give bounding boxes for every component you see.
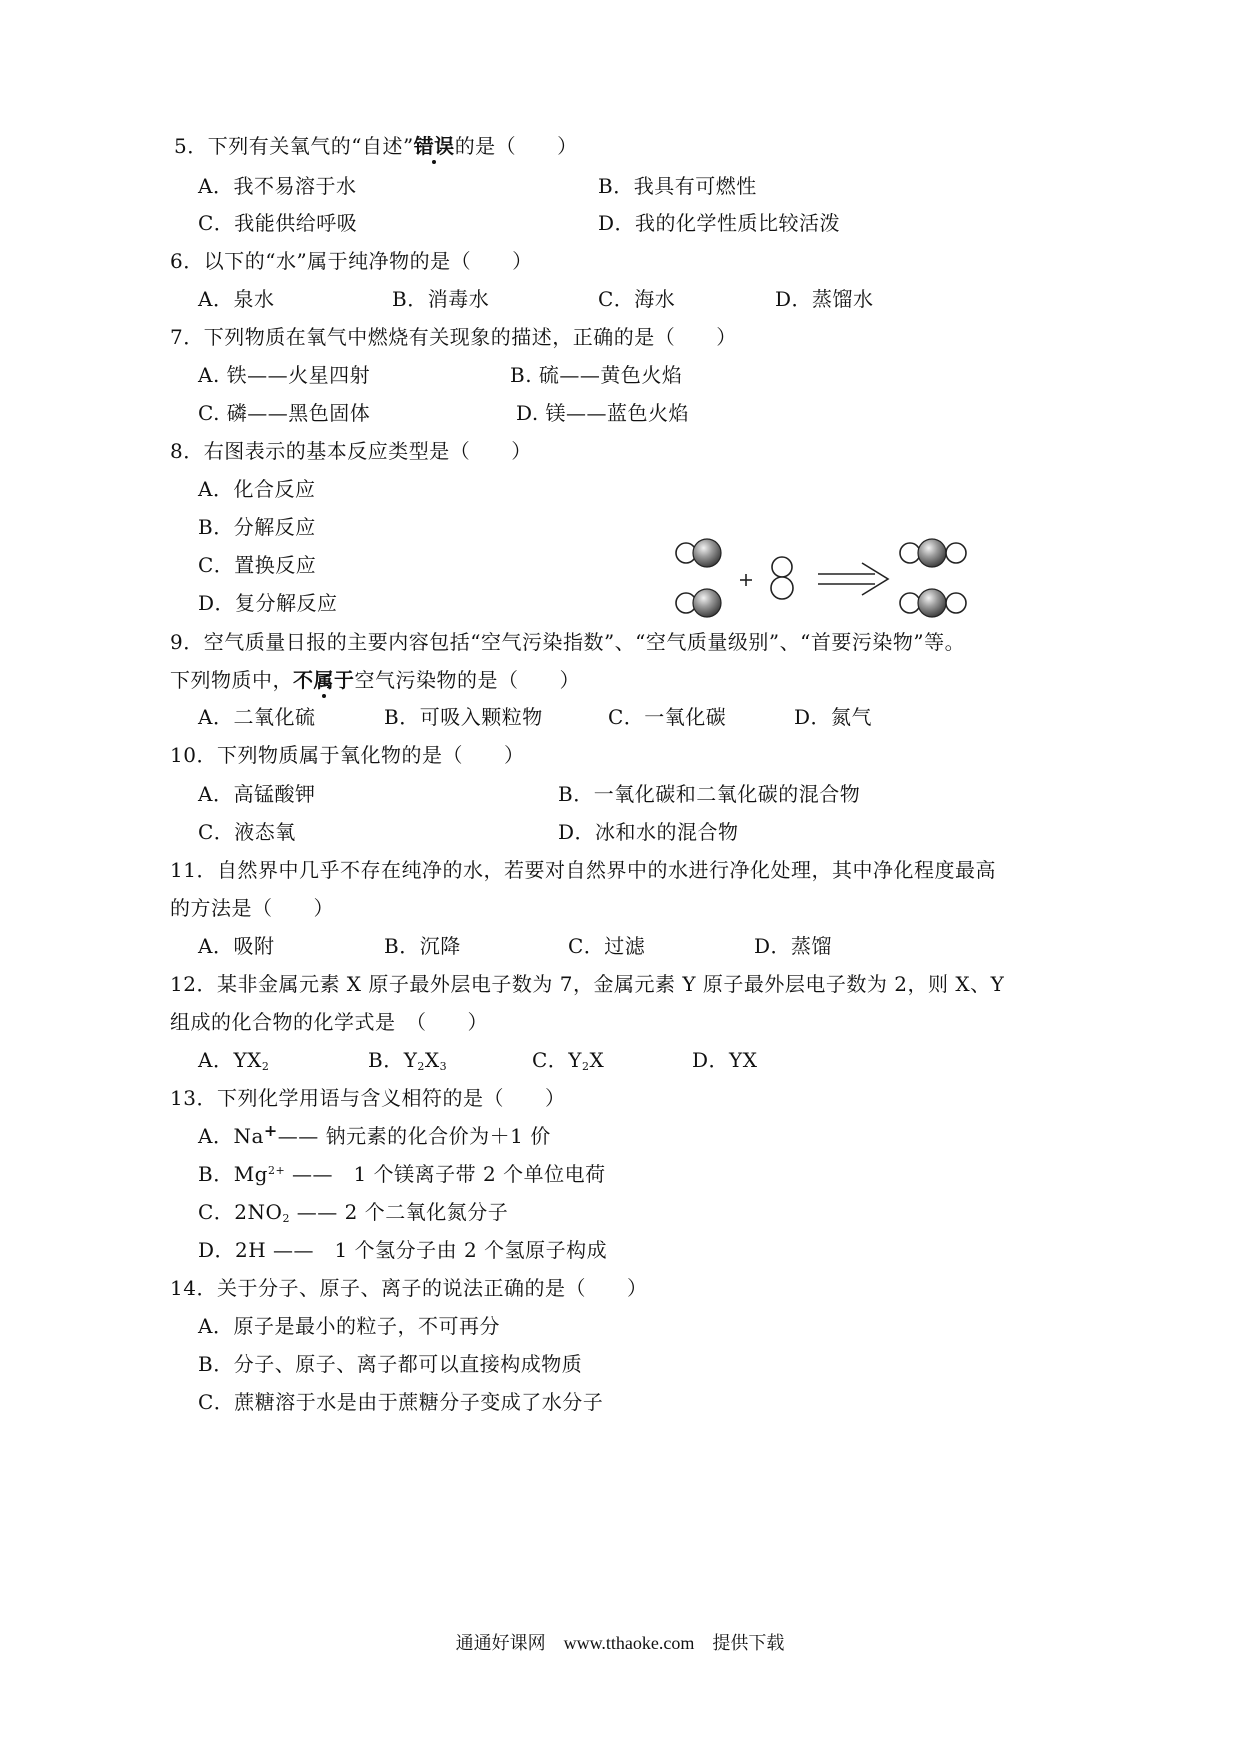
question-5-stem: 5．下列有关氧气的“自述”错误的是（ ） <box>174 134 578 158</box>
q9-option-a: A．二氧化硫 <box>198 705 316 729</box>
question-12-stem-line2: 组成的化合物的化学式是 （ ） <box>170 1010 488 1034</box>
q9-option-c: C．一氧化碳 <box>608 705 727 729</box>
plus-icon <box>740 574 752 586</box>
question-7-stem: 7．下列物质在氧气中燃烧有关现象的描述，正确的是（ ） <box>170 325 737 349</box>
q14-option-b: B．分子、原子、离子都可以直接构成物质 <box>198 1352 583 1376</box>
q11-option-a: A．吸附 <box>198 934 275 958</box>
reactant-molecule-1 <box>676 539 721 567</box>
question-11-stem-line2: 的方法是（ ） <box>170 896 334 920</box>
question-6-stem: 6．以下的“水”属于纯净物的是（ ） <box>170 249 533 273</box>
q10-option-a: A．高锰酸钾 <box>198 782 316 806</box>
question-14-stem: 14．关于分子、原子、离子的说法正确的是（ ） <box>170 1276 648 1300</box>
q7-option-b: B. 硫——黄色火焰 <box>510 363 683 387</box>
q10-option-d: D．冰和水的混合物 <box>558 820 739 844</box>
question-10-stem: 10．下列物质属于氧化物的是（ ） <box>170 743 525 767</box>
q13-option-b: B．$Mg^{2+}$ —— 1 个镁离子带 2 个单位电荷 <box>198 1162 606 1186</box>
q9-option-b: B．可吸入颗粒物 <box>384 705 543 729</box>
q11-option-d: D．蒸馏 <box>754 934 833 958</box>
reactant-molecule-3 <box>771 557 793 599</box>
q6-option-d: D．蒸馏水 <box>775 287 874 311</box>
q13-option-c: C．$2NO_2$ —— 2 个二氧化氮分子 <box>198 1200 509 1225</box>
emphasis-wrong: 错误 <box>413 134 455 158</box>
q5-option-c: C．我能供给呼吸 <box>198 211 358 235</box>
q10-option-c: C．液态氧 <box>198 820 296 844</box>
q8-option-c: C．置换反应 <box>198 553 317 577</box>
q8-option-a: A．化合反应 <box>198 477 316 501</box>
q7-option-d: D. 镁——蓝色火焰 <box>516 401 690 425</box>
q9-option-d: D．氮气 <box>794 705 873 729</box>
page-footer: 通通好课网 www.tthaoke.com 提供下载 <box>455 1633 785 1653</box>
q12-option-a: A．$YX_2$ <box>198 1048 270 1073</box>
q6-option-c: C．海水 <box>598 287 676 311</box>
question-13-stem: 13．下列化学用语与含义相符的是（ ） <box>170 1086 566 1110</box>
q11-option-b: B．沉降 <box>384 934 461 958</box>
emphasis-not: 不属于 <box>293 668 355 692</box>
q10-option-b: B．一氧化碳和二氧化碳的混合物 <box>558 782 861 806</box>
q13-option-a: A．Na+—— 钠元素的化合价为＋1 价 <box>198 1121 551 1148</box>
reaction-diagram <box>670 530 1020 630</box>
q11-option-c: C．过滤 <box>568 934 646 958</box>
question-9-stem-line1: 9．空气质量日报的主要内容包括“空气污染指数”、“空气质量级别”、“首要污染物”等。 <box>170 630 966 654</box>
q14-option-c: C．蔗糖溶于水是由于蔗糖分子变成了水分子 <box>198 1390 604 1414</box>
product-molecule-2 <box>900 589 966 617</box>
q8-option-b: B．分解反应 <box>198 515 316 539</box>
q12-option-d: D．YX <box>692 1048 758 1072</box>
question-9-stem-line2: 下列物质中，不属于空气污染物的是（ ） <box>170 668 580 692</box>
q6-option-a: A．泉水 <box>198 287 275 311</box>
reactant-molecule-2 <box>676 589 721 617</box>
q5-option-a: A．我不易溶于水 <box>198 174 357 198</box>
question-12-stem-line1: 12．某非金属元素 X 原子最外层电子数为 7，金属元素 Y 原子最外层电子数为 2，则 X、Y <box>170 972 1005 996</box>
question-8-stem: 8．右图表示的基本反应类型是（ ） <box>170 439 532 463</box>
q8-option-d: D．复分解反应 <box>198 591 338 615</box>
q6-option-b: B．消毒水 <box>392 287 490 311</box>
reaction-arrow-icon <box>818 563 888 595</box>
q5-option-b: B．我具有可燃性 <box>598 174 757 198</box>
product-molecule-1 <box>900 539 966 567</box>
question-11-stem-line1: 11．自然界中几乎不存在纯净的水，若要对自然界中的水进行净化处理，其中净化程度最高 <box>170 858 996 882</box>
q12-option-c: C．$Y_2X$ <box>532 1048 605 1073</box>
q14-option-a: A．原子是最小的粒子，不可再分 <box>198 1314 500 1338</box>
q7-option-a: A. 铁——火星四射 <box>198 363 371 387</box>
q5-option-d: D．我的化学性质比较活泼 <box>598 211 841 235</box>
q7-option-c: C. 磷——黑色固体 <box>198 401 371 425</box>
q12-option-b: B．$Y_2X_3$ <box>368 1048 448 1073</box>
q13-option-d: D．2H —— 1 个氢分子由 2 个氢原子构成 <box>198 1238 608 1262</box>
